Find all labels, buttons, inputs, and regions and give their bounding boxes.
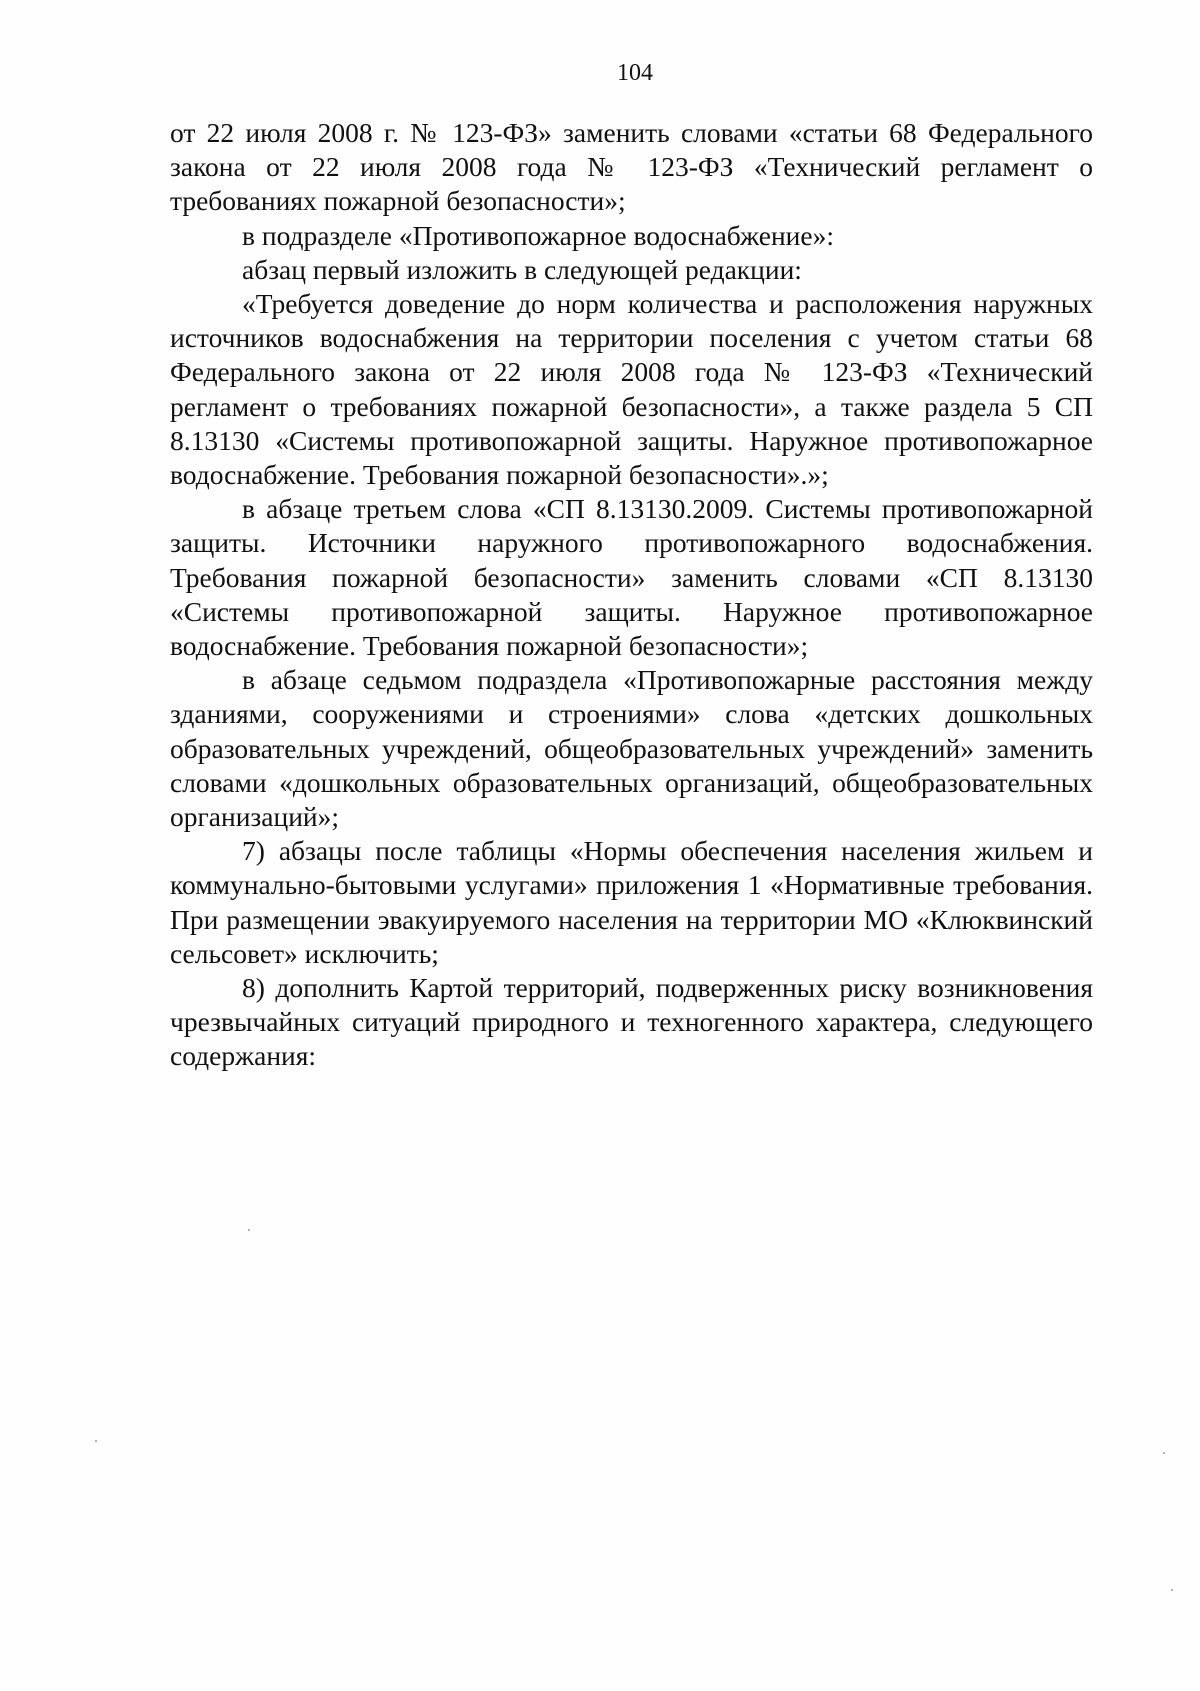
paragraph-2: в подразделе «Противопожарное водоснабжение»: xyxy=(242,219,834,251)
document-body xyxy=(170,116,1093,1074)
paragraph-4: «Требуется доведение до норм количества и расположения наружных источников водоснабжения на территории поселения с учетом статьи 68 Федерального закона от 22 июля 2008 года № 123-ФЗ «Технический регламент о требованиях пожарной безопасности», а также раздела 5 СП 8.13130 «Системы противопожарной защиты. Наружное противопожарное водоснабжение. Требования пожарной безопасности».»; xyxy=(170,288,1093,491)
scan-speck xyxy=(1171,1589,1173,1591)
paragraph-6: в абзаце седьмом подраздела «Противопожарные расстояния между зданиями, сооружениями и строениями» слова «детских дошкольных образовательных учреждений, общеобразовательных учреждений» заменить словами «дошкольных образовательных организаций, общеобразовательных организаций»; xyxy=(170,664,1093,833)
scan-speck xyxy=(248,1229,250,1231)
paragraph-7: 7) абзацы после таблицы «Нормы обеспечения населения жильем и коммунально-бытовыми услугами» приложения 1 «Нормативные требования. При размещении эвакуируемого населения на территории МО «Клюквинский сельсовет» исключить; xyxy=(170,835,1093,969)
paragraph-5: в абзаце третьем слова «СП 8.13130.2009. Системы противопожарной защиты. Источники наружного противопожарного водоснабжения. Требования пожарной безопасности» заменить словами «СП 8.13130 «Системы противопожарной защиты. Наружное противопожарное водоснабжение. Требования пожарной безопасности»; xyxy=(170,493,1093,662)
scan-speck xyxy=(1163,1452,1165,1454)
scan-speck xyxy=(95,1440,97,1442)
page-number: 104 xyxy=(617,60,653,86)
paragraph-1: от 22 июля 2008 г. № 123-ФЗ» заменить словами «статьи 68 Федерального закона от 22 июля 2008 года № 123-ФЗ «Технический регламент о требованиях пожарной безопасности»; xyxy=(170,117,1093,217)
paragraph-8: 8) дополнить Картой территорий, подверженных риску возникновения чрезвычайных ситуаций природного и техногенного характера, следующего содержания: xyxy=(170,972,1093,1072)
paragraph-3: абзац первый изложить в следующей редакции: xyxy=(242,253,802,285)
